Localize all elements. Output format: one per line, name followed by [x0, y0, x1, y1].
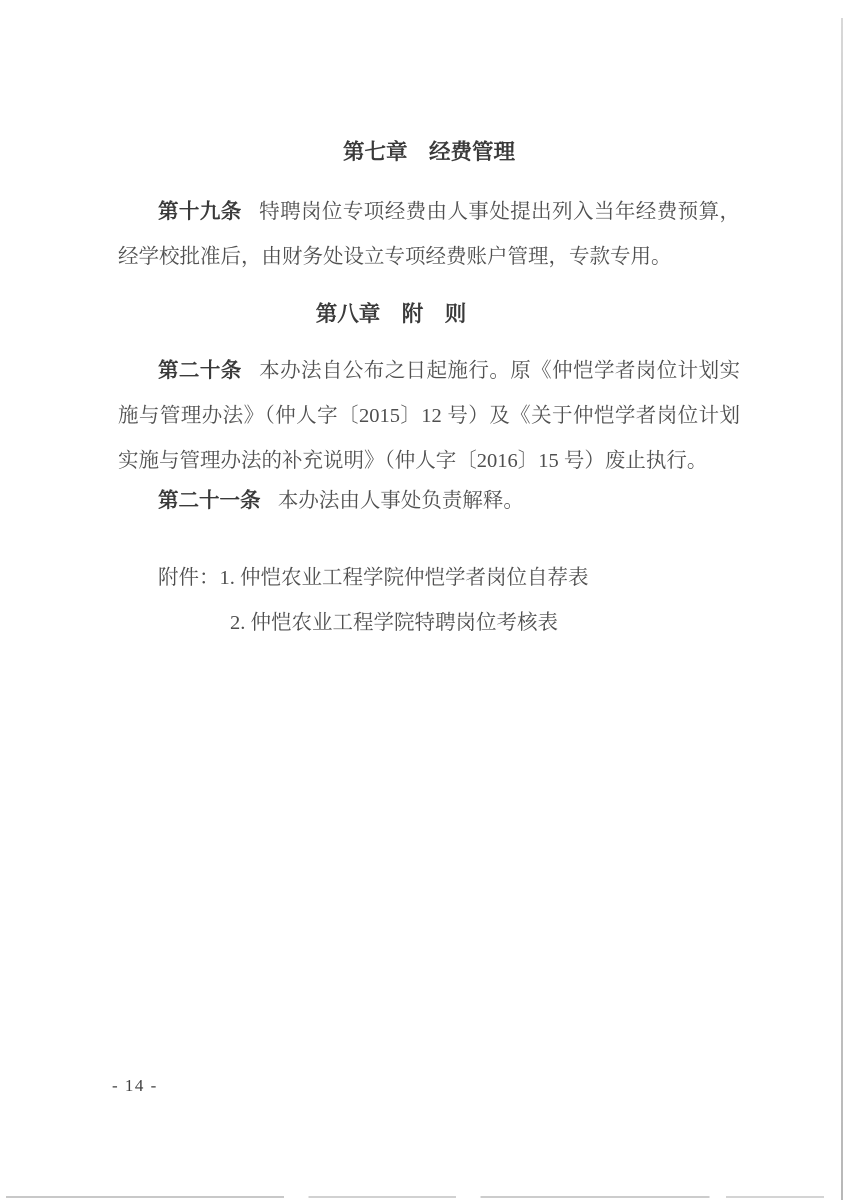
chapter8-heading: 第八章 附 则 [315, 302, 467, 326]
attachments-block [158, 556, 740, 646]
article-21 [118, 479, 740, 524]
page-number: - 14 - [112, 1076, 158, 1095]
attachment-1-text: 1. 仲恺农业工程学院仲恺学者岗位自荐表 [219, 567, 589, 589]
article-21-text: 本办法由人事处负责解释。 [277, 490, 524, 512]
attachments-label: 附件： [158, 567, 220, 589]
scan-edge-bottom-line [6, 1196, 824, 1198]
article-19 [118, 190, 740, 280]
article-20-text: 本办法自公布之日起施行。原《仲恺学者岗位计划实施与管理办法》（仲人字〔2015〕12 号）及《关于仲恺学者岗位计划实施与管理办法的补充说明》（仲人字〔2016〕15 号）废止执行。 [118, 360, 741, 472]
article-20-label: 第二十条 [158, 360, 242, 382]
attachment-2-text: 2. 仲恺农业工程学院特聘岗位考核表 [230, 612, 558, 634]
article-21-label: 第二十一条 [158, 490, 261, 512]
chapter7-heading: 第七章 经费管理 [342, 140, 515, 164]
article-19-text: 特聘岗位专项经费由人事处提出列入当年经费预算，经学校批准后，由财务处设立专项经费账户管理，专款专用。 [118, 201, 741, 268]
scan-edge-right-line [841, 18, 843, 1200]
document-content [118, 0, 740, 646]
attachment-item-2 [230, 601, 740, 646]
article-19-label: 第十九条 [158, 201, 242, 223]
attachment-item-1 [158, 556, 740, 601]
article-20 [118, 349, 740, 484]
